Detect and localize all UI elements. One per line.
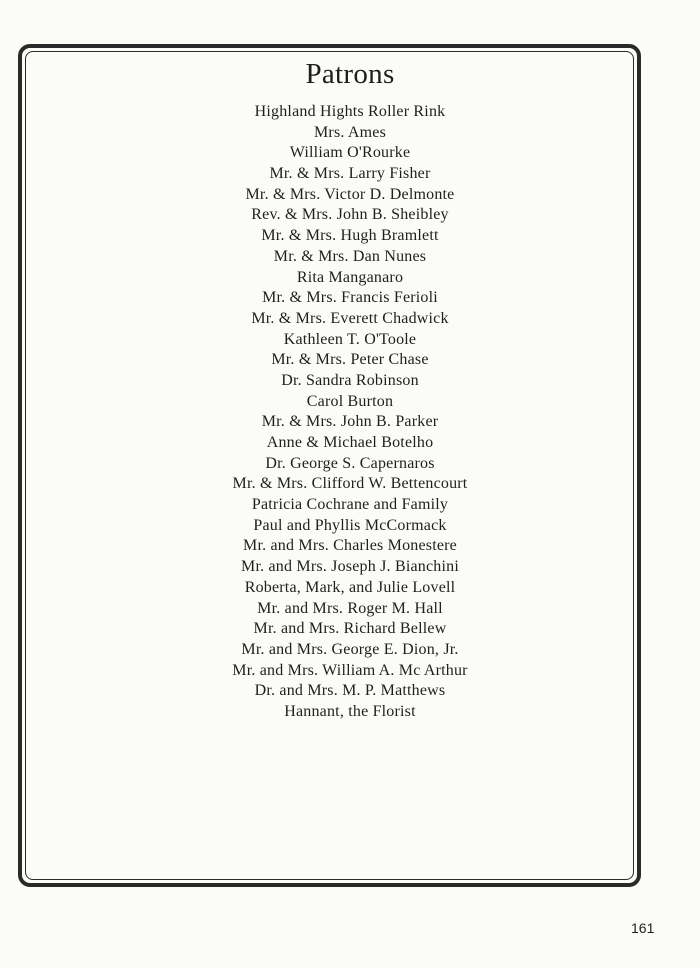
list-item: Mr. and Mrs. George E. Dion, Jr. <box>241 640 459 658</box>
list-item: Anne & Michael Botelho <box>266 434 434 451</box>
list-item: Mr. and Mrs. William A. Mc Arthur <box>232 661 468 679</box>
list-item: Mr. & Mrs. Hugh Bramlett <box>261 227 439 245</box>
list-item: Mr. and Mrs. Joseph J. Bianchini <box>241 558 459 576</box>
list-item: Mr. & Mrs. Dan Nunes <box>273 247 427 265</box>
list-item: Mrs. Ames <box>313 123 387 141</box>
list-item: Mr. and Mrs. Roger M. Hall <box>257 599 443 617</box>
list-item: William O'Rourke <box>289 144 411 162</box>
list-item: Roberta, Mark, and Julie Lovell <box>244 578 456 596</box>
list-item: Mr. & Mrs. Larry Fisher <box>269 165 431 183</box>
list-item: Mr. & Mrs. Everett Chadwick <box>251 309 449 327</box>
list-item: Carol Burton <box>306 392 394 410</box>
list-item: Dr. George S. Capernaros <box>265 454 435 472</box>
list-item: Mr. & Mrs. Clifford W. Bettencourt <box>232 475 468 493</box>
list-item: Mr. & Mrs. Peter Chase <box>271 351 429 369</box>
list-item: Mr. & Mrs. John B. Parker <box>261 413 439 431</box>
list-item: Kathleen T. O'Toole <box>283 330 417 348</box>
list-item: Mr. & Mrs. Francis Ferioli <box>262 289 438 307</box>
page-number: 161 <box>631 920 655 936</box>
list-item: Patricia Cochrane and Family <box>251 496 449 514</box>
list-item: Dr. and Mrs. M. P. Matthews <box>254 682 446 700</box>
list-item: Hannant, the Florist <box>284 702 416 720</box>
patron-list <box>18 102 682 723</box>
list-item: Paul and Phyllis McCormack <box>253 516 447 534</box>
list-item: Mr. and Mrs. Richard Bellew <box>253 620 447 638</box>
list-item: Rita Manganaro <box>296 268 404 286</box>
page-title: Patrons <box>305 58 395 90</box>
list-item: Dr. Sandra Robinson <box>281 371 419 389</box>
list-item: Rev. & Mrs. John B. Sheibley <box>251 206 449 224</box>
list-item: Mr. and Mrs. Charles Monestere <box>243 537 457 555</box>
list-item: Mr. & Mrs. Victor D. Delmonte <box>245 185 455 203</box>
list-item: Highland Hights Roller Rink <box>254 103 446 120</box>
